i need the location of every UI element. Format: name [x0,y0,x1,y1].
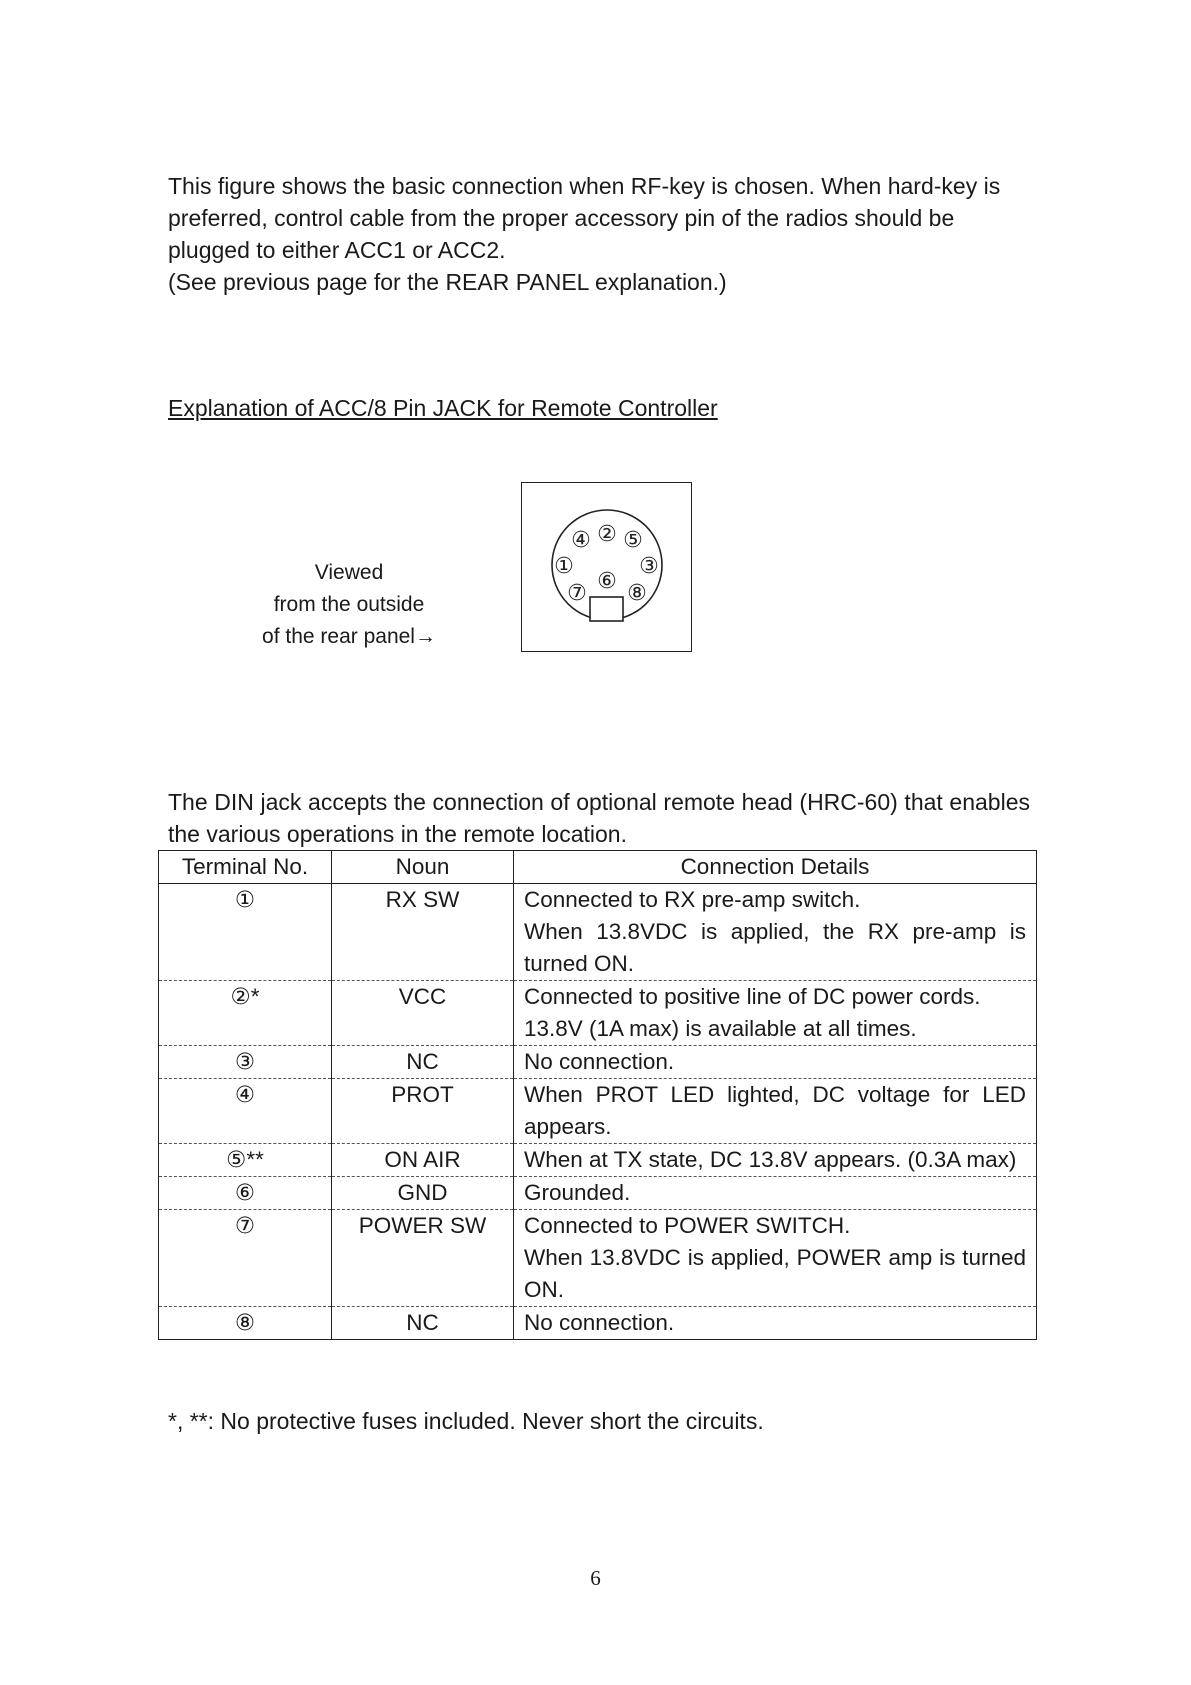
details-line: When at TX state, DC 13.8V appears. (0.3A max) [524,1147,1017,1172]
pin-table [158,850,1037,1340]
noun-cell: RX SW [332,884,514,981]
noun-cell: PROT [332,1079,514,1144]
jack-key-notch [590,597,623,621]
details-line: 13.8V (1A max) is available at all times. [524,1016,917,1041]
table-row [159,884,1037,981]
details-line: When 13.8VDC is applied, the RX pre-amp is turned ON. [524,919,1026,976]
terminal-cell: ① [159,884,332,981]
page-number: 6 [590,1566,601,1590]
table-header-row [159,851,1037,884]
details-cell [514,1046,1037,1079]
pin-label-6: ⑥ [597,569,617,594]
din-jack-diagram [522,483,693,653]
details-line: Grounded. [524,1180,631,1205]
table-row [159,981,1037,1046]
terminal-cell: ③ [159,1046,332,1079]
details-line: When 13.8VDC is applied, POWER amp is turned ON. [524,1245,1026,1302]
table-row [159,1210,1037,1307]
details-line: Connected to RX pre-amp switch. [524,887,861,912]
terminal-cell: ④ [159,1079,332,1144]
pin-label-3: ③ [639,554,659,579]
noun-cell: POWER SW [332,1210,514,1307]
terminal-cell: ⑤** [159,1144,332,1177]
intro-text [168,170,1030,298]
caption-line-2: from the outside [273,593,425,616]
details-cell [514,1307,1037,1340]
table-row [159,1307,1037,1340]
table-row [159,1079,1037,1144]
header-noun: Noun [332,851,514,884]
section-title: Explanation of ACC/8 Pin JACK for Remote Controller [168,395,718,421]
pin-label-2: ② [597,522,617,547]
header-details: Connection Details [514,851,1037,884]
pin-label-4: ④ [571,528,591,553]
noun-cell: ON AIR [332,1144,514,1177]
noun-cell: NC [332,1307,514,1340]
caption-line-3: of the rear panel→ [262,625,436,648]
details-cell [514,1177,1037,1210]
details-line: No connection. [524,1310,675,1335]
noun-cell: NC [332,1046,514,1079]
noun-cell: GND [332,1177,514,1210]
table-row [159,1144,1037,1177]
terminal-cell: ⑦ [159,1210,332,1307]
details-line: When PROT LED lighted, DC voltage for LED appears. [524,1082,1026,1139]
din-description: The DIN jack accepts the connection of optional remote head (HRC-60) that enables the various operations in the remote location. [168,789,1030,847]
details-line: Connected to POWER SWITCH. [524,1213,851,1238]
intro-paragraph: This figure shows the basic connection when RF-key is chosen. When hard-key is preferred, control cable from the proper accessory pin of the radios should be plugged to either ACC1 or ACC2. [168,173,1001,263]
header-terminal: Terminal No. [159,851,332,884]
details-cell [514,1210,1037,1307]
terminal-cell: ②* [159,981,332,1046]
pin-label-8: ⑧ [627,581,647,606]
intro-note: (See previous page for the REAR PANEL explanation.) [168,269,727,295]
figure-caption [236,557,462,653]
pin-label-5: ⑤ [623,528,643,553]
footnote: *, **: No protective fuses included. Never short the circuits. [168,1408,764,1434]
details-cell [514,1144,1037,1177]
details-cell [514,981,1037,1046]
table-row [159,1046,1037,1079]
details-line: Connected to positive line of DC power cords. [524,984,981,1009]
terminal-cell: ⑧ [159,1307,332,1340]
pin-label-1: ① [554,554,574,579]
terminal-cell: ⑥ [159,1177,332,1210]
details-line: No connection. [524,1049,675,1074]
pin-label-7: ⑦ [567,581,587,606]
details-cell [514,884,1037,981]
details-cell [514,1079,1037,1144]
noun-cell: VCC [332,981,514,1046]
caption-line-1: Viewed [314,561,384,584]
table-row [159,1177,1037,1210]
din-jack-figure [521,482,692,652]
